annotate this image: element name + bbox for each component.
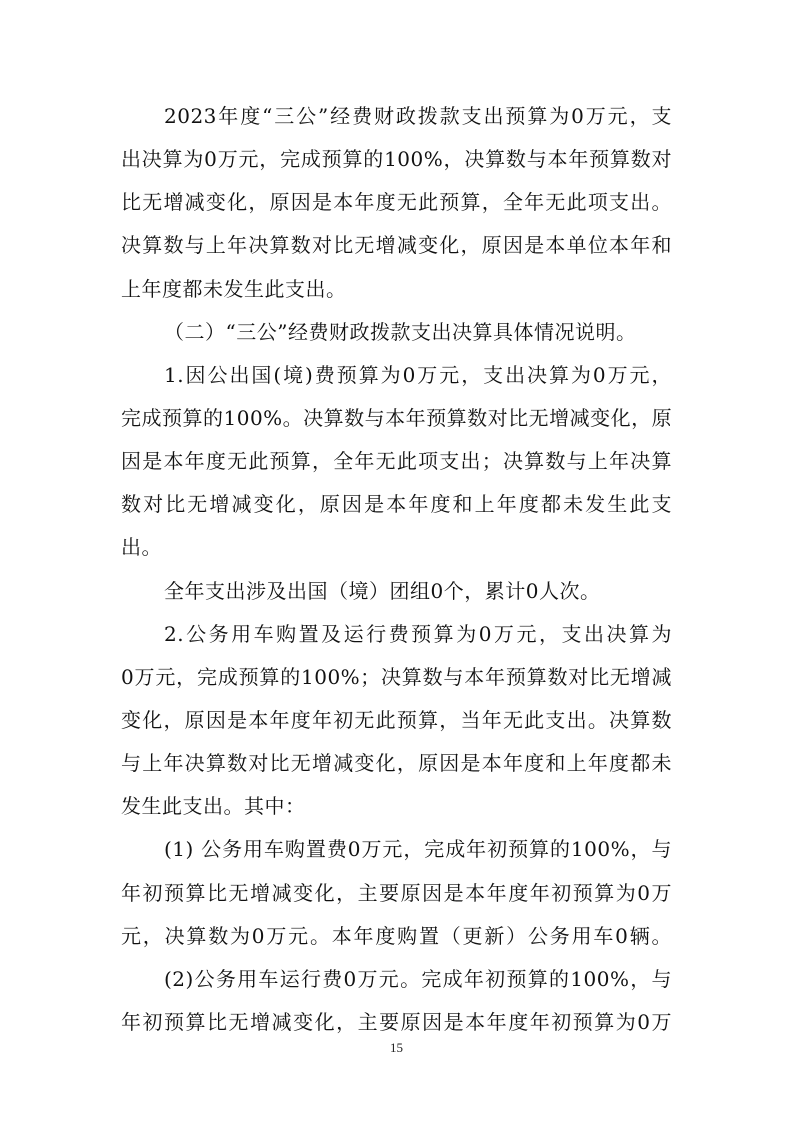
paragraph-line-9: 因是本年度无此预算，全年无此项支出；决算数与上年决算 — [121, 449, 672, 473]
paragraph-line-5: 上年度都未发生此支出。 — [121, 277, 347, 301]
paragraph-line-11: 出。 — [121, 535, 162, 559]
paragraph-line-4: 决算数与上年决算数对比无增减变化，原因是本单位本年和 — [121, 233, 672, 257]
paragraph-line-16: 与上年决算数对比无增减变化，原因是本年度和上年度都未 — [121, 751, 672, 775]
paragraph-line-15: 变化，原因是本年度年初无此预算，当年无此支出。决算数 — [121, 708, 672, 732]
page-number: 15 — [390, 1040, 403, 1055]
paragraph-line-17: 发生此支出。其中： — [121, 794, 306, 818]
paragraph-line-7: 1.因公出国(境)费预算为0万元，支出决算为0万元， — [164, 363, 672, 387]
paragraph-line-8: 完成预算的100%。决算数与本年预算数对比无增减变化，原 — [121, 406, 673, 430]
paragraph-line-12: 全年支出涉及出国（境）团组0个，累计0人次。 — [164, 579, 601, 603]
paragraph-line-21: (2)公务用车运行费0万元。完成年初预算的100%，与 — [164, 967, 672, 991]
paragraph-line-22: 年初预算比无增减变化，主要原因是本年度年初预算为0万 — [121, 1010, 672, 1034]
paragraph-line-14: 0万元，完成预算的100%；决算数与本年预算数对比无增减 — [121, 665, 672, 689]
paragraph-line-20: 元，决算数为0万元。本年度购置（更新）公务用车0辆。 — [121, 924, 672, 948]
paragraph-line-1: 2023年度“三公”经费财政拨款支出预算为0万元，支 — [164, 104, 672, 128]
paragraph-line-3: 比无增减变化，原因是本年度无此预算，全年无此项支出。 — [121, 190, 672, 214]
paragraph-line-19: 年初预算比无增减变化，主要原因是本年度年初预算为0万 — [121, 881, 672, 905]
paragraph-line-10: 数对比无增减变化，原因是本年度和上年度都未发生此支 — [121, 492, 672, 516]
paragraph-line-18: (1) 公务用车购置费0万元，完成年初预算的100%，与 — [164, 837, 672, 861]
paragraph-line-2: 出决算为0万元，完成预算的100%，决算数与本年预算数对 — [121, 147, 672, 171]
section-heading: （二）“三公”经费财政拨款支出决算具体情况说明。 — [164, 320, 637, 344]
paragraph-line-13: 2.公务用车购置及运行费预算为0万元，支出决算为 — [164, 622, 672, 646]
